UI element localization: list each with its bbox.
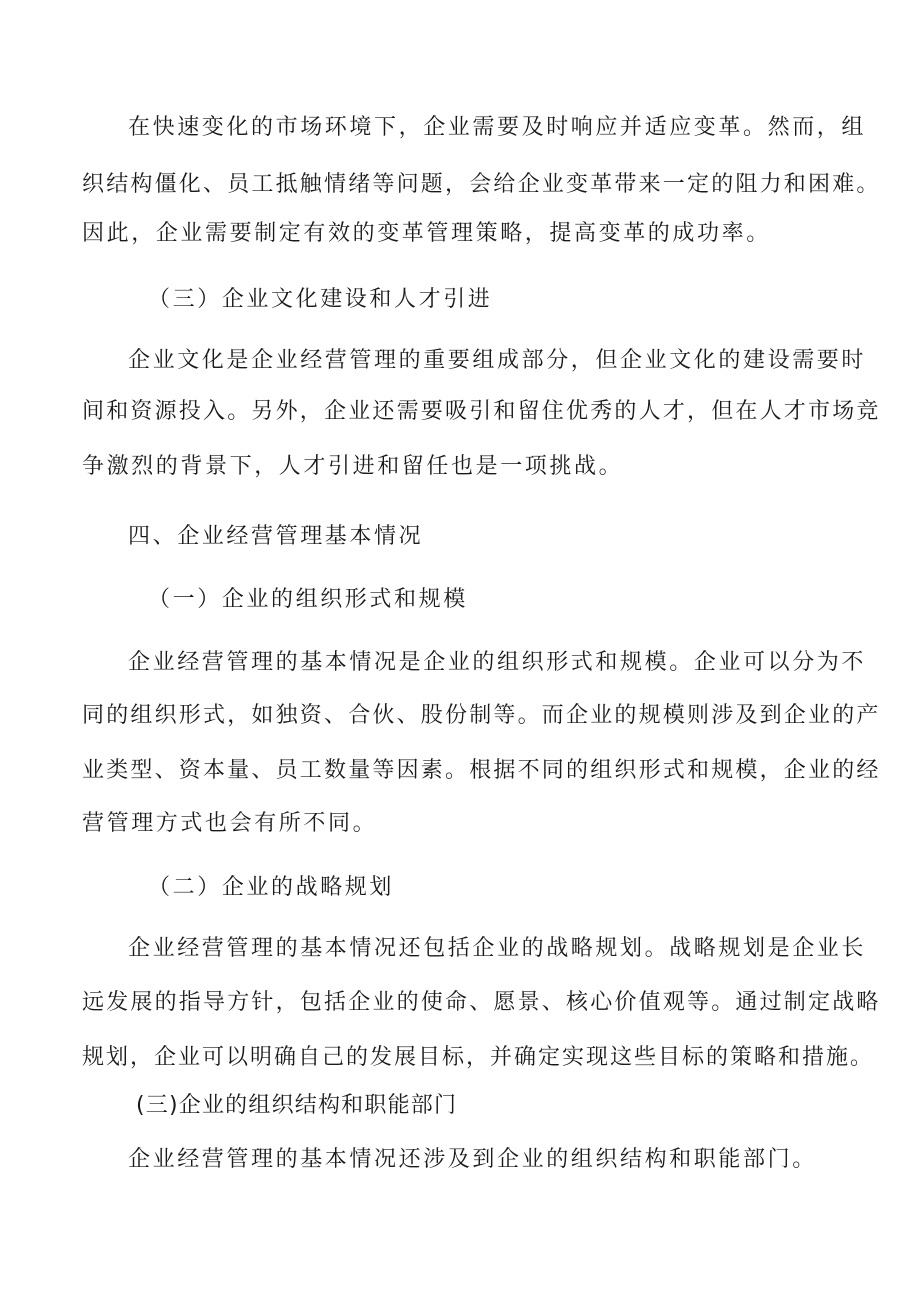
section-heading: （三）企业文化建设和人才引进 xyxy=(148,287,493,312)
paragraph-line: 同的组织形式，如独资、合伙、股份制等。而企业的规模则涉及到企业的产 xyxy=(82,703,881,728)
paragraph-line: 企业文化是企业经营管理的重要组成部分，但企业文化的建设需要时 xyxy=(128,348,867,373)
paragraph-line: 远发展的指导方针，包括企业的使命、愿景、核心价值观等。通过制定战略 xyxy=(82,990,881,1015)
paragraph-line: 织结构僵化、员工抵触情绪等问题，会给企业变革带来一定的阻力和困难。 xyxy=(82,172,881,197)
section-heading: （二）企业的战略规划 xyxy=(148,875,395,900)
paragraph-line: 争激烈的背景下，人才引进和留任也是一项挑战。 xyxy=(82,454,624,479)
paragraph-line: 规划，企业可以明确自己的发展目标，并确定实现这些目标的策略和措施。 xyxy=(82,1045,875,1070)
paragraph-line: 企业经营管理的基本情况还包括企业的战略规划。战略规划是企业长 xyxy=(128,936,867,961)
paragraph-line: 企业经营管理的基本情况还涉及到企业的组织结构和职能部门。 xyxy=(128,1147,817,1172)
paragraph-line: 业类型、资本量、员工数量等因素。根据不同的组织形式和规模，企业的经 xyxy=(82,758,881,783)
section-heading: (三)企业的组织结构和职能部门 xyxy=(136,1093,458,1118)
chapter-heading: 四、企业经营管理基本情况 xyxy=(128,524,424,549)
paragraph-line: 企业经营管理的基本情况是企业的组织形式和规模。企业可以分为不 xyxy=(128,650,867,675)
paragraph-line: 营管理方式也会有所不同。 xyxy=(82,811,378,836)
paragraph-line: 间和资源投入。另外，企业还需要吸引和留住优秀的人才，但在人才市场竞 xyxy=(82,399,881,424)
paragraph-line: 在快速变化的市场环境下，企业需要及时响应并适应变革。然而，组 xyxy=(128,115,867,140)
paragraph-line: 因此，企业需要制定有效的变革管理策略，提高变革的成功率。 xyxy=(82,221,771,246)
section-heading: （一）企业的组织形式和规模 xyxy=(148,587,468,612)
